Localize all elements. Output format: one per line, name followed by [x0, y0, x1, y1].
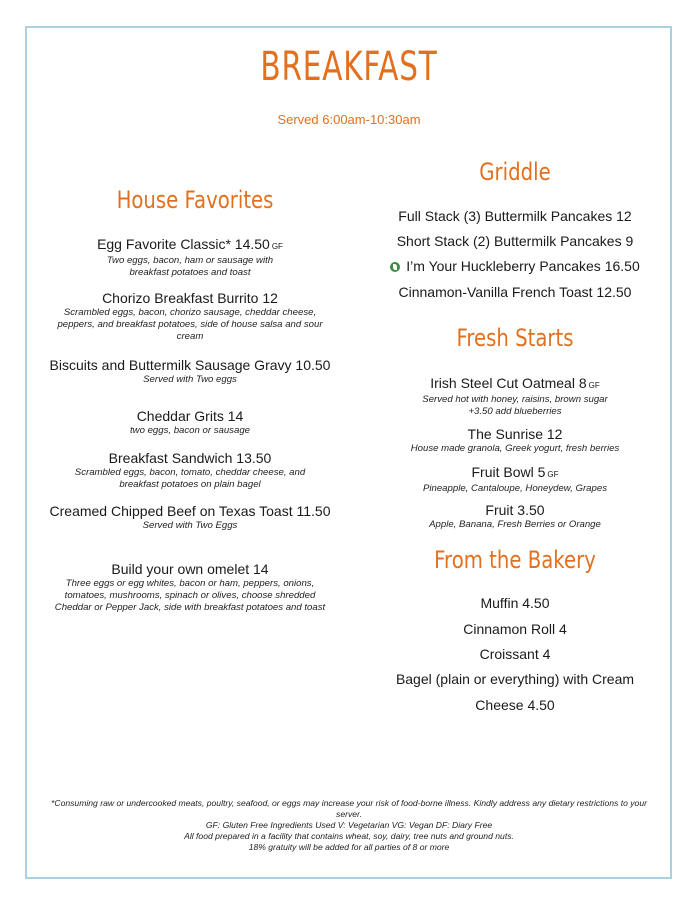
gf-tag: GF	[588, 381, 600, 390]
griddle-item: Full Stack (3) Buttermilk Pancakes 12	[398, 208, 632, 224]
item-description: Two eggs, bacon, ham or sausage with breakfast potatoes and toast	[106, 255, 274, 278]
facility-notice: All food prepared in a facility that contains wheat, soy, dairy, tree nuts and ground nuts.	[184, 831, 514, 841]
bakery-heading: From the Bakery	[434, 546, 596, 574]
item-description: Served with Two Eggs	[142, 520, 238, 531]
gf-tag: GF	[271, 242, 283, 251]
item-name: Biscuits and Buttermilk Sausage Gravy 10.50	[49, 357, 331, 373]
fresh-starts-item	[360, 375, 670, 418]
item-name: Fruit 3.50	[485, 502, 545, 518]
served-hours: Served 6:00am-10:30am	[277, 112, 421, 127]
house-favorites-item	[40, 561, 340, 614]
house-favorites-item	[40, 290, 340, 343]
item-name: I’m Your Huckleberry Pancakes 16.50	[406, 258, 640, 274]
gf-tag: GF	[547, 470, 559, 479]
item-name: Chorizo Breakfast Burrito 12	[102, 290, 278, 306]
menu-title: BREAKFAST	[260, 44, 438, 90]
house-favorites-item	[40, 408, 340, 437]
griddle-item	[360, 258, 670, 275]
item-name: Creamed Chipped Beef on Texas Toast 11.50	[49, 503, 331, 519]
leaf-icon	[390, 262, 400, 272]
item-description: Scrambled eggs, bacon, tomato, cheddar cheese, and breakfast potatoes on plain bagel	[74, 467, 306, 490]
bakery-item: Bagel (plain or everything) with Cream	[395, 671, 635, 687]
item-name: Irish Steel Cut Oatmeal 8	[430, 375, 587, 391]
fresh-starts-item	[360, 464, 670, 495]
fresh-starts-item	[360, 426, 670, 455]
item-description: Served hot with honey, raisins, brown sugar	[422, 394, 608, 405]
item-name: Build your own omelet 14	[111, 561, 269, 577]
item-description: Three eggs or egg whites, bacon or ham, peppers, onions, tomatoes, mushrooms, spinach or olives, choose shredded Cheddar or Pepper Jack, side with breakfast potatoes and toast	[54, 578, 326, 613]
dietary-legend: GF: Gluten Free Ingredients Used V: Vegetarian VG: Vegan DF: Diary Free	[205, 820, 493, 830]
allergy-disclaimer: *Consuming raw or undercooked meats, poultry, seafood, or eggs may increase your risk of food-borne illness. Kindly address any dietary restrictions to your server.	[51, 798, 647, 819]
house-favorites-heading: House Favorites	[116, 186, 274, 214]
item-description-extra: +3.50 add blueberries	[468, 406, 562, 417]
fresh-starts-heading: Fresh Starts	[456, 324, 574, 352]
item-description: Pineapple, Cantaloupe, Honeydew, Grapes	[422, 483, 607, 494]
house-favorites-item	[36, 357, 344, 386]
item-description: House made granola, Greek yogurt, fresh berries	[410, 443, 620, 454]
bakery-item: Cinnamon Roll 4	[463, 621, 567, 637]
griddle-heading: Griddle	[479, 158, 551, 186]
bakery-item: Croissant 4	[479, 646, 551, 662]
bakery-item: Muffin 4.50	[480, 595, 550, 611]
item-name: Breakfast Sandwich 13.50	[108, 450, 272, 466]
item-description: Apple, Banana, Fresh Berries or Orange	[429, 519, 601, 530]
gratuity-notice: 18% gratuity will be added for all parties of 8 or more	[248, 842, 450, 852]
griddle-item: Cinnamon-Vanilla French Toast 12.50	[398, 284, 632, 300]
item-name: Cheddar Grits 14	[136, 408, 244, 424]
bakery-item: Cheese 4.50	[475, 697, 555, 713]
house-favorites-item	[40, 236, 340, 279]
house-favorites-item	[40, 450, 340, 491]
item-name: The Sunrise 12	[467, 426, 563, 442]
item-name: Egg Favorite Classic* 14.50	[97, 236, 270, 252]
fresh-starts-item	[360, 502, 670, 531]
griddle-item: Short Stack (2) Buttermilk Pancakes 9	[396, 233, 634, 249]
item-description: Scrambled eggs, bacon, chorizo sausage, cheddar cheese, peppers, and breakfast potatoes, side of house salsa and sour cream	[57, 307, 323, 342]
footer-notes	[40, 798, 658, 853]
item-name: Fruit Bowl 5	[471, 464, 546, 480]
house-favorites-item	[40, 503, 340, 532]
item-description: two eggs, bacon or sausage	[129, 425, 250, 436]
item-description: Served with Two eggs	[143, 374, 237, 385]
